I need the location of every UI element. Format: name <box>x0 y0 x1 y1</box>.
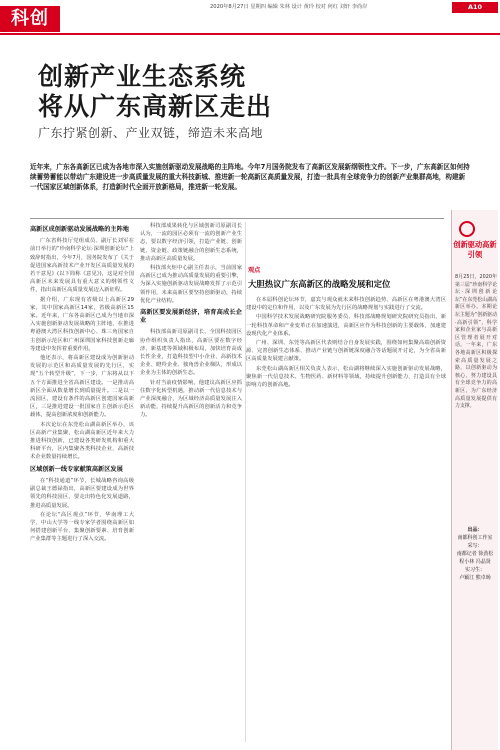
section-heading: 高新区要发展新经济，培育高成长企业 <box>140 309 242 325</box>
credits-writer: 南都记者 徐劲松 <box>456 551 494 557</box>
headline-line-2: 将从广东高新区走出 <box>38 92 273 121</box>
lede-divider <box>30 218 444 219</box>
section-heading: 区域创新一线专家献策高新区发展 <box>30 465 123 473</box>
sidebar-text: 8月25日，2020年第三届“珍南科学论坛·深圳创新论坛”在东莞松山湖高新区举办。本期论坛主题为“创新驱动·高新引领”，科学家和企业家与高新区管理者展开对话。一年来，广东各地高新区积极探索高质量发展之路，以创新驱动为核心，努力建设具有全球竞争力的高新区，为广东经济高质量发展提供有力支撑。 <box>455 274 497 410</box>
credits-writer-label: 采写： <box>467 543 483 549</box>
commentary-title: 大胆热议广东高新区的战略发展和定位 <box>248 279 391 289</box>
credits-title: 出品： <box>467 527 483 533</box>
commentary-body <box>246 296 446 686</box>
article-paragraph: 据介绍，广东现有省级以上高新区29家，其中国家高新区14家，省级高新区15家。近年来，广东各高新区已成为当地市深入实施创新驱动发展战略的主阵地，在推进粤港澳大湾区科技创新中心、珠三角国家自主创新示范区和广州深圳国家科技创新走廊等建设中发挥着重要作用。 <box>30 296 134 352</box>
article-paragraph: 科技部成果转化与区域创新司原副司长认为，一流的园区必须有一流的创新产业生态，要以数字经济引领，打造产业链、创新链、资金链、政策链融合的创新生态系统，推动高新区高质量发展。 <box>140 223 242 262</box>
credits-photo-label: 实习生： <box>464 567 485 573</box>
credits-photo: 卢颖江 熊卓旸 <box>459 575 491 581</box>
masthead-info: 2020年8月27日 星期四 编辑 朱林 设计 黄玲 校对 何红 刘轩 李尚岸 <box>210 4 368 10</box>
circle-icon <box>459 221 475 237</box>
commentary-paragraph: 广州、深圳、东莞等高新区代表则结合自身发展实践，围绕如何集聚高端创新资源、完善创新生态体系、推动产业链与创新链深度融合等话题展开讨论，为全省高新区高质量发展建言献策。 <box>246 340 446 363</box>
credits-org: 南都科创工作室 <box>457 535 493 541</box>
section-tag: 科创 <box>0 6 60 32</box>
sidebar-credits <box>452 526 498 582</box>
article-column-2 <box>140 222 242 742</box>
commentary-paragraph: 在本届科创论坛环节，嘉宾与观众就未来科技创新趋势、高新区在粤港澳大湾区建设中的定位和作用，以及广东发展为先行区的战略规划与实践进行了交流。 <box>246 297 446 312</box>
section-heading: 高新区成创新驱动发展战略的主阵地 <box>30 226 129 233</box>
article-paragraph: 在“科技通道”环节，长城战略咨询高级副总裁王德禄指出，高新区要建设成为世界领先的科技园区，要走出特色化发展道路，推进高质量发展。 <box>30 477 134 509</box>
article-paragraph: 科技部火炬中心副主任表示，当前国家高新区已成为推动高质量发展的重要引擎，为深入实施创新驱动发展战略发挥了示范引领作用，未来高新区要坚持创新驱动，持续优化产业结构。 <box>140 265 242 304</box>
sidebar-divider <box>451 210 452 750</box>
masthead-rule <box>0 33 500 35</box>
subheadline: 广东拧紧创新、产业双链，缔造未来高地 <box>38 126 264 140</box>
sidebar-title: 创新驱动高新引领 <box>453 240 497 259</box>
page-number-badge: A10 <box>452 2 498 13</box>
article-paragraph: 他还表示，将高新区建设成为创新驱动发展的示范区和高质量发展的先行区，实现“五个转型升级”，下一步，广东将从以下五个方面推进全省高新区建设。一是推动高新区全面从数量增长到质量提升。二是以一流园区，建设有条件的高新区创建国家高新区，三是推进建设一批国家自主创新示范区载体，提高创新浓度和创新能力。 <box>30 355 134 419</box>
lede-paragraph: 近年来，广东各高新区已成为各地市深入实施创新驱动发展战略的主阵地。今年7月国务院发布了高新区发展新纲领性文件。下一步，广东高新区如何持续蓄势蓄能以带动广东建设进一步高质量发展的重大科技新城、推进新一轮高新区高质量发展，打造一批具有全球竞争力的创新产业集群高地，构建新一代国家区域创新体系，打造新时代全面开放新格局，推进新一轮发展。 <box>30 163 470 191</box>
headline <box>38 62 398 122</box>
article-paragraph: 广东省科技厅党组成员、副厅长刘军在前日举行的“珍南科学论坛·深圳创新论坛”上致辞时指出，今年7月，国务院发布了《关于促进国家高新技术产业开发区高质量发展的若干意见》(以下简称《意见》)，这是对全国高新区未来发展具有重大意义的纲领性文件，指出高新区高质量发展迈入新征程。 <box>30 238 134 294</box>
article-paragraph: 针对当前疫情影响，他建议高新区应抓住数字化转型机遇，推动新一代信息技术与产业深度融合，为区域经济高质量发展注入新动能，持续提升高新区的创新活力和竞争力。 <box>140 379 242 419</box>
commentary-label: 观点 <box>248 267 261 274</box>
headline-line-1: 创新产业生态系统 <box>38 62 247 91</box>
commentary-paragraph: 东莞松山湖高新区相关负责人表示，松山湖将继续深入实施创新驱动发展战略，聚焦新一代信息技术、生物医药、新材料等领域，持续提升创新能力，打造具有全球影响力的创新高地。 <box>246 365 446 389</box>
commentary-paragraph: 中国科学技术发展战略研究院服务委员、科技部战略规划研究院研究员指出，新一轮科技革命和产业变革正在加速演进，高新区应作为科技创新的主要载体，加速建设现代化产业体系。 <box>246 314 446 337</box>
article-column-1 <box>30 222 134 742</box>
credits-intern: 程小林 冯晶贤 <box>459 559 491 565</box>
article-paragraph: 科技部高新司原副司长、全国科技园区协作组织负责人指出，高新区要在数字经济、新基建等领域积极布局，加快培育高成长性企业，打造科技型中小企业、高新技术企业、瞪羚企业、独角兽企业梯队，形成以企业为主体的创新生态。 <box>140 329 242 377</box>
article-paragraph: 在论坛“高区观点”环节，华南理工大学、中山大学等一线专家学者围绕高新区如何搭建创新平台、集聚创新要素、培育创新产业集群等主题进行了深入交流。 <box>30 511 134 543</box>
article-paragraph: 本次论坛在东莞松山湖高新区举办，该区高新产业集聚，松山湖高新区近年来大力推进科技创新，已建设各类研发机构和重大科研平台，区内集聚各类科技企业，高新技术企业数量持续增长。 <box>30 421 134 461</box>
